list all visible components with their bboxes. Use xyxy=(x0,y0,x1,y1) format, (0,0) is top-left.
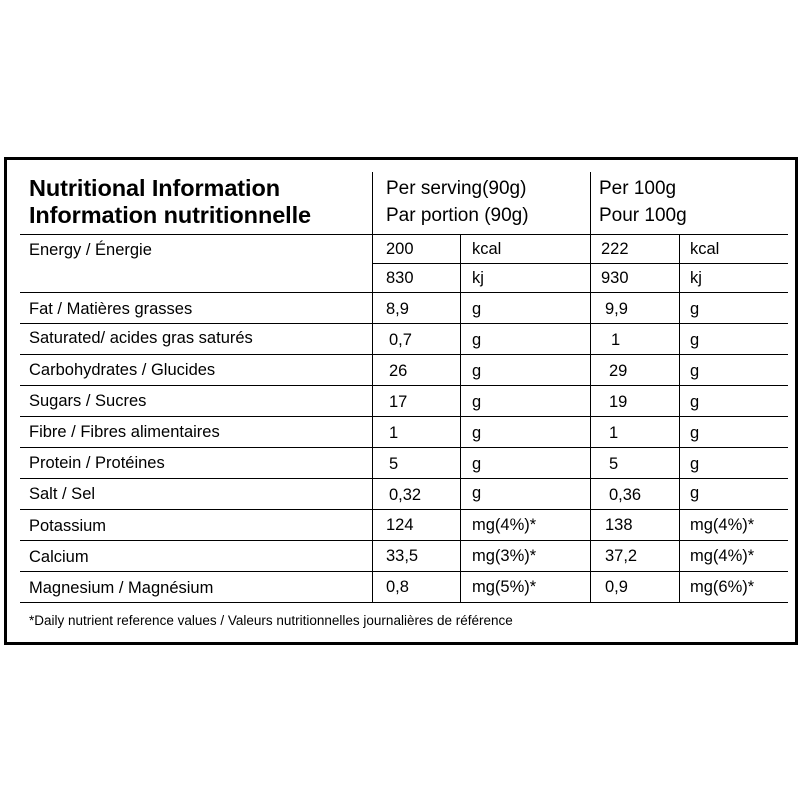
nutrient-label-magnesium: Magnesium / Magnésium xyxy=(29,579,214,597)
serving-header-french: Par portion (90g) xyxy=(386,205,529,226)
protein-per100-unit: g xyxy=(690,455,700,473)
calcium-serving-value: 33,5 xyxy=(386,547,419,565)
saturated-serving-value: 0,7 xyxy=(389,331,412,349)
footnote-divider xyxy=(20,602,788,603)
protein-per100-value: 5 xyxy=(609,455,619,473)
saturated-per100-unit: g xyxy=(690,331,700,349)
energy-kcal-per100: 222 xyxy=(601,240,629,258)
nutrient-label-fibre: Fibre / Fibres alimentaires xyxy=(29,423,220,441)
potassium-per100-value: 138 xyxy=(605,516,633,534)
title-english: Nutritional Information xyxy=(29,175,280,201)
nutrient-label-fat: Fat / Matières grasses xyxy=(29,300,193,318)
energy-label: Energy / Énergie xyxy=(29,241,152,259)
potassium-serving-value: 124 xyxy=(386,516,414,534)
header-divider xyxy=(20,234,788,235)
energy-sub-divider xyxy=(372,263,788,264)
row-divider xyxy=(20,447,788,448)
per100-header-english: Per 100g xyxy=(599,178,677,199)
potassium-per100-unit: mg(4%)* xyxy=(690,516,755,534)
row-divider xyxy=(20,385,788,386)
protein-serving-value: 5 xyxy=(389,455,399,473)
row-divider xyxy=(20,540,788,541)
fibre-per100-value: 1 xyxy=(609,424,619,442)
calcium-per100-unit: mg(4%)* xyxy=(690,547,755,565)
sugars-serving-value: 17 xyxy=(389,393,408,411)
magnesium-per100-value: 0,9 xyxy=(605,578,628,596)
energy-kcal-serving: 200 xyxy=(386,240,414,258)
sugars-per100-unit: g xyxy=(690,393,700,411)
fibre-serving-value: 1 xyxy=(389,424,399,442)
nutrient-label-saturated: Saturated/ acides gras saturés xyxy=(29,329,253,347)
fat-per100-unit: g xyxy=(690,300,700,318)
protein-serving-unit: g xyxy=(472,455,482,473)
magnesium-serving-value: 0,8 xyxy=(386,578,409,596)
saturated-serving-unit: g xyxy=(472,331,482,349)
nutrient-label-calcium: Calcium xyxy=(29,548,89,566)
fat-serving-unit: g xyxy=(472,300,482,318)
carbohydrates-serving-unit: g xyxy=(472,362,482,380)
energy-kcal-unit-serving: kcal xyxy=(472,240,502,258)
carbohydrates-serving-value: 26 xyxy=(389,362,408,380)
row-divider xyxy=(20,478,788,479)
nutrient-label-sugars: Sugars / Sucres xyxy=(29,392,147,410)
fibre-per100-unit: g xyxy=(690,424,700,442)
serving-header-english: Per serving(90g) xyxy=(386,178,527,199)
energy-kj-serving: 830 xyxy=(386,269,414,287)
unit-column-divider xyxy=(460,234,461,603)
energy-kj-per100: 930 xyxy=(601,269,629,287)
potassium-serving-unit: mg(4%)* xyxy=(472,516,537,534)
salt-per100-unit: g xyxy=(690,484,700,502)
calcium-serving-unit: mg(3%)* xyxy=(472,547,537,565)
row-divider xyxy=(20,509,788,510)
energy-kcal-unit-per100: kcal xyxy=(690,240,720,258)
saturated-per100-value: 1 xyxy=(611,331,621,349)
per100-header-french: Pour 100g xyxy=(599,205,687,226)
energy-kj-unit-serving: kj xyxy=(472,269,484,287)
sugars-per100-value: 19 xyxy=(609,393,628,411)
salt-serving-value: 0,32 xyxy=(389,486,422,504)
column-divider xyxy=(590,172,591,603)
title-french: Information nutritionnelle xyxy=(29,202,311,228)
column-divider xyxy=(372,172,373,603)
nutrient-label-carbohydrates: Carbohydrates / Glucides xyxy=(29,361,216,379)
calcium-per100-value: 37,2 xyxy=(605,547,638,565)
row-divider xyxy=(20,292,788,293)
unit-column-divider xyxy=(679,234,680,603)
fat-per100-value: 9,9 xyxy=(605,300,628,318)
footnote: *Daily nutrient reference values / Valeurs nutritionnelles journalières de référence xyxy=(29,613,513,628)
nutrition-label xyxy=(4,157,798,645)
carbohydrates-per100-unit: g xyxy=(690,362,700,380)
nutrient-label-protein: Protein / Protéines xyxy=(29,454,165,472)
magnesium-per100-unit: mg(6%)* xyxy=(690,578,755,596)
fibre-serving-unit: g xyxy=(472,424,482,442)
row-divider xyxy=(20,354,788,355)
nutrient-label-potassium: Potassium xyxy=(29,517,107,535)
row-divider xyxy=(20,323,788,324)
magnesium-serving-unit: mg(5%)* xyxy=(472,578,537,596)
fat-serving-value: 8,9 xyxy=(386,300,409,318)
nutrient-label-salt: Salt / Sel xyxy=(29,485,96,503)
salt-serving-unit: g xyxy=(472,484,482,502)
salt-per100-value: 0,36 xyxy=(609,486,642,504)
row-divider xyxy=(20,416,788,417)
row-divider xyxy=(20,571,788,572)
sugars-serving-unit: g xyxy=(472,393,482,411)
energy-kj-unit-per100: kj xyxy=(690,269,702,287)
carbohydrates-per100-value: 29 xyxy=(609,362,628,380)
